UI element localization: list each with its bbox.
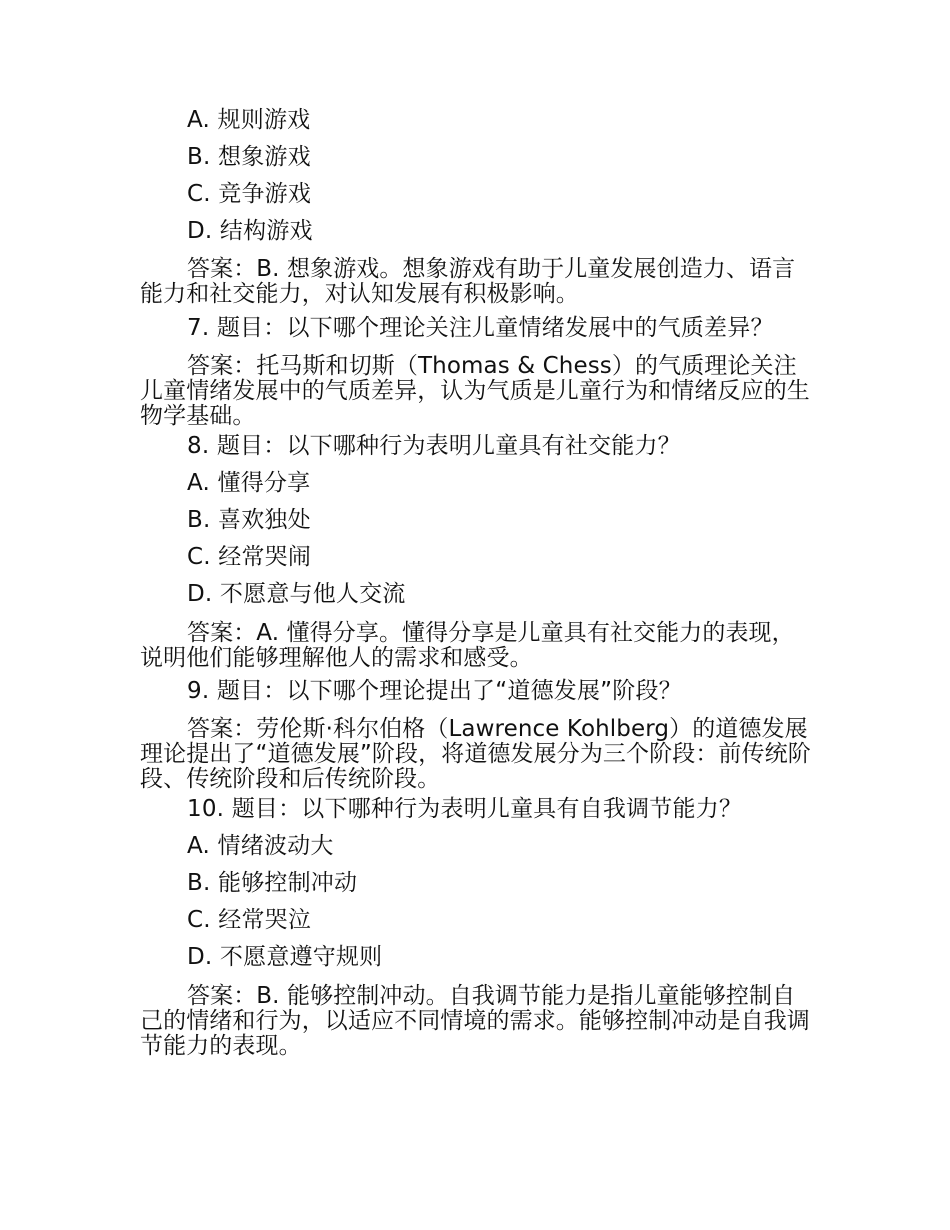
q6-option-b: B. 想象游戏: [187, 144, 311, 170]
q7-title: 7. 题目：以下哪个理论关注儿童情绪发展中的气质差异？: [187, 315, 774, 341]
q10-option-d: D. 不愿意遵守规则: [187, 944, 383, 970]
q10-option-a: A. 情绪波动大: [187, 833, 334, 859]
q9-answer: 答案：劳伦斯·科尔伯格（Lawrence Kohlberg）的道德发展理论提出了“道德发展”阶段，将道德发展分为三个阶段：前传统阶段、传统阶段和后传统阶段。: [140, 716, 811, 792]
q8-option-a: A. 懂得分享: [187, 470, 311, 496]
q7-answer: 答案：托马斯和切斯（Thomas & Chess）的气质理论关注儿童情绪发展中的气质差异，认为气质是儿童行为和情绪反应的生物学基础。: [140, 353, 810, 429]
q8-option-b: B. 喜欢独处: [187, 507, 311, 533]
q8-title: 8. 题目：以下哪种行为表明儿童具有社交能力？: [187, 433, 681, 459]
q10-option-c: C. 经常哭泣: [187, 907, 312, 933]
q9-title: 9. 题目：以下哪个理论提出了“道德发展”阶段？: [187, 678, 682, 704]
q10-answer: 答案：B. 能够控制冲动。自我调节能力是指儿童能够控制自己的情绪和行为，以适应不同情境的需求。能够控制冲动是自我调节能力的表现。: [140, 983, 810, 1059]
q8-answer: 答案：A. 懂得分享。懂得分享是儿童具有社交能力的表现，说明他们能够理解他人的需求和感受。: [140, 620, 795, 671]
q6-option-c: C. 竞争游戏: [187, 181, 312, 207]
q6-answer: 答案：B. 想象游戏。想象游戏有助于儿童发展创造力、语言能力和社交能力，对认知发展有积极影响。: [140, 256, 796, 307]
q10-option-b: B. 能够控制冲动: [187, 870, 358, 896]
q8-option-c: C. 经常哭闹: [187, 544, 312, 570]
q6-option-a: A. 规则游戏: [187, 107, 311, 133]
q10-title: 10. 题目：以下哪种行为表明儿童具有自我调节能力？: [187, 796, 743, 822]
q6-option-d: D. 结构游戏: [187, 218, 313, 244]
q8-option-d: D. 不愿意与他人交流: [187, 581, 406, 607]
